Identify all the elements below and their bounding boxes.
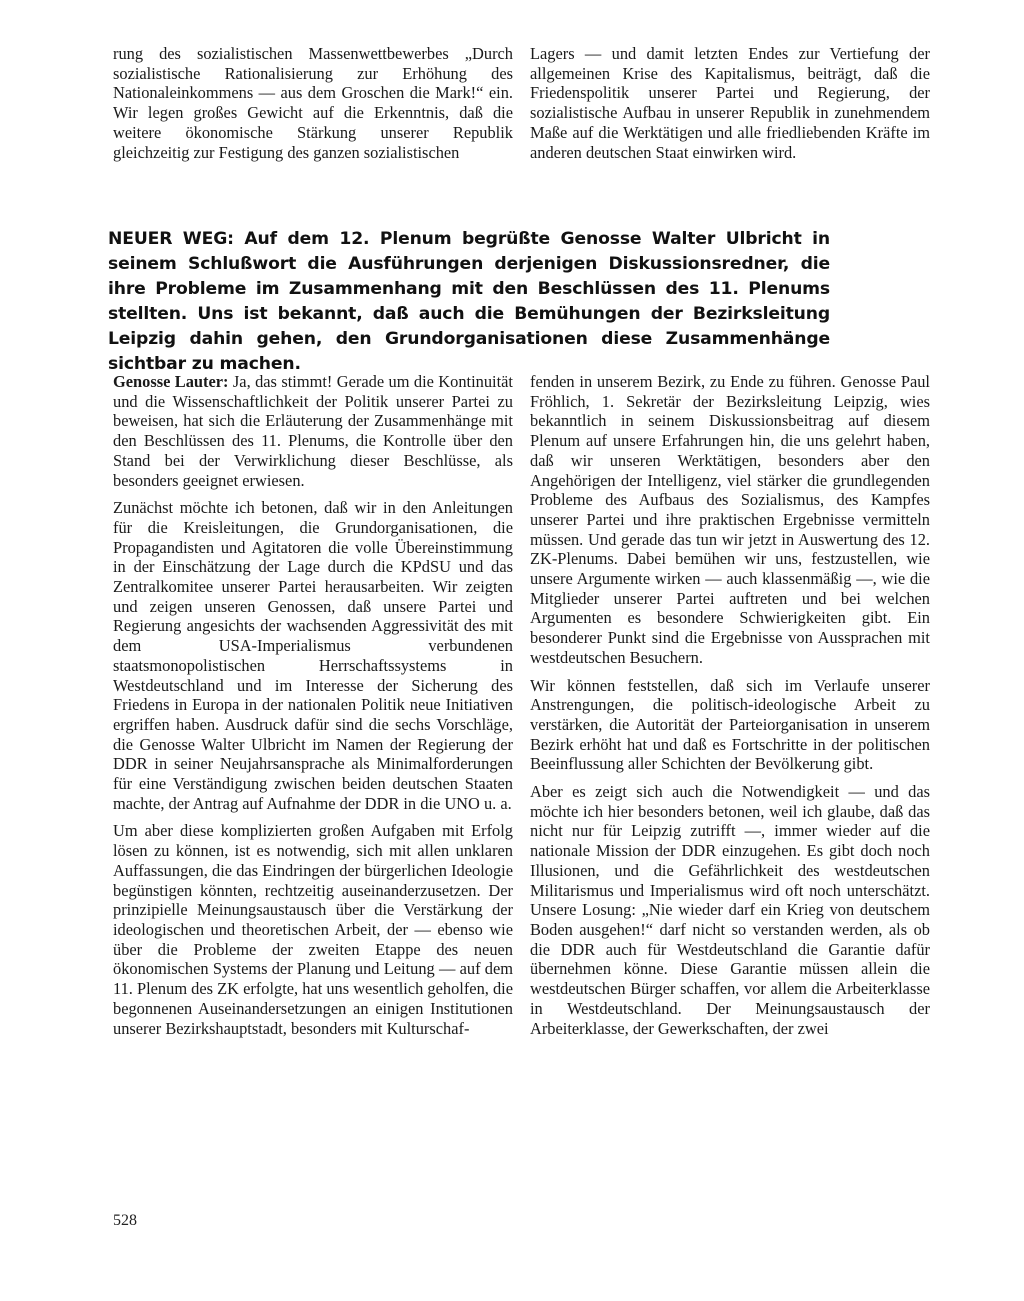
answer-paragraph-6: Aber es zeigt sich auch die Notwendigkeit — und das möchte ich hier besonders betonen, weil ich glaube, daß das nicht nur für Leipzig zutrifft —, immer wieder auf die nationale Mission der DDR einzugehen. Es gibt doch noch Illusionen, und die Gefährlichkeit des westdeutschen Militarismus und Imperialismus wird oft noch unterschätzt. Unsere Losung: „Nie wieder darf ein Krieg von deutschem Boden ausgehen!“ darf nicht so verstanden werden, als ob die DDR auch für Westdeutschland die Garantie dafür übernehmen könne. Diese Garantie müssen allein die westdeutschen Bürger schaffen, vor allem die Arbeiterklasse in Westdeutschland. Der Meinungsaustausch der Arbeiterklasse, der Gewerkschaften, der zwei <box>530 782 930 1038</box>
answer-paragraph-1 <box>113 372 513 490</box>
answer-paragraph-4: fenden in unserem Bezirk, zu Ende zu führen. Genosse Paul Fröhlich, 1. Sekretär der Bezirksleitung Leipzig, wies bekanntlich in seinem Diskussionsbeitrag auf diesem Plenum auf unsere Erfahrungen hin, die uns gelehrt haben, daß wir unseren Werktätigen, besonders aber den Angehörigen der Intelligenz, viel stärker die grundlegenden Probleme des Aufbaus des Sozialismus, des Kampfes unserer Partei und ihre praktischen Ergebnisse vermitteln müssen. Und gerade das tun wir jetzt in Auswertung des 12. ZK-Plenums. Dabei bemühen wir uns, festzustellen, wie unsere Argumente wirken — auch klassenmäßig —, wie die Mitglieder unserer Partei auftreten und bei welchen Argumenten es besondere Schwierigkeiten gibt. Ein besonderer Punkt sind die Ergebnisse von Aussprachen mit westdeutschen Besuchern. <box>530 372 930 667</box>
answer-paragraph-1-text: Ja, das stimmt! Gerade um die Kontinuität und die Wissenschaftlichkeit der Politik unserer Partei zu beweisen, hat sich die Erläuterung der Zusammenhänge mit den Beschlüssen des 11. Plenums, die Kontrolle über den Stand bei der Verwirklichung dieser Beschlüsse, als besonders geeignet erwiesen. <box>113 372 513 490</box>
answer-left-column <box>113 372 513 1038</box>
answer-paragraph-5: Wir können feststellen, daß sich im Verlaufe unserer Anstrengungen, die politisch-ideologische Arbeit zu verstärken, die Autorität der Parteiorganisation in unserem Bezirk erhöht hat und daß es Fortschritte in der politischen Beeinflussung aller Schichten der Bevölkerung gibt. <box>530 675 930 774</box>
answer-right-column <box>530 372 930 1038</box>
top-left-paragraph: rung des sozialistischen Massenwettbewerbes „Durch sozialistische Rationalisierung zur Erhöhung des Nationaleinkommens — aus dem Groschen die Mark!“ ein. Wir legen großes Gewicht auf die Erkenntnis, daß die weitere ökonomische Stärkung unserer Republik gleichzeitig zur Festigung des ganzen sozialistischen <box>113 44 513 162</box>
top-left-column <box>113 44 513 162</box>
answer-paragraph-3: Um aber diese komplizierten großen Aufgaben mit Erfolg lösen zu können, ist es notwendig, sich mit allen unklaren Auffassungen, die das Eindringen der bürgerlichen Ideologie begünstigen könnten, rechtzeitig auseinanderzusetzen. Der prinzipielle Meinungsaustausch über die Verstärkung der ideologischen und theoretischen Arbeit, der — ebenso wie über die Probleme der zweiten Etappe des neuen ökonomischen Systems der Planung und Leitung — auf dem 11. Plenum des ZK erfolgte, hat uns wesentlich geholfen, die begonnenen Auseinandersetzungen an einigen Institutionen unserer Bezirkshauptstadt, besonders mit Kulturschaf- <box>113 821 513 1038</box>
top-right-paragraph: Lagers — und damit letzten Endes zur Vertiefung der allgemeinen Krise des Kapitalismus, beiträgt, daß die Friedenspolitik unserer Partei und Regierung, der sozialistische Aufbau in unserer Republik in zunehmendem Maße auf die Werktätigen und alle friedliebenden Kräfte im anderen deutschen Staat einwirken wird. <box>530 44 930 162</box>
speaker-name: Genosse Lauter: <box>113 372 229 391</box>
answer-paragraph-2: Zunächst möchte ich betonen, daß wir in den Anleitungen für die Kreisleitungen, die Grundorganisationen, die Propagandisten und Agitatoren die volle Übereinstimmung in der Einschätzung der Lage durch die KPdSU und das Zentralkomitee unserer Partei herausarbeiten. Wir zeigten und zeigen unseren Genossen, daß unsere Partei und Regierung angesichts der wachsenden Aggressivität des mit dem USA-Imperialismus verbundenen staatsmonopolistischen Herrschaftssystems in Westdeutschland und im Interesse der Sicherung des Friedens in Europa in der nationalen Politik neue Initiativen ergriffen haben. Ausdruck dafür sind die sechs Vorschläge, die Genosse Walter Ulbricht im Namen der Regierung der DDR in seiner Neujahrsansprache als Minimalforderungen für eine Verständigung zwischen beiden deutschen Staaten machte, der Antrag auf Aufnahme der DDR in die UNO u. a. <box>113 498 513 813</box>
interview-question <box>108 227 830 377</box>
top-right-column <box>530 44 930 162</box>
question-text: Auf dem 12. Plenum begrüßte Genosse Walter Ulbricht in seinem Schlußwort die Ausführungen derjenigen Diskussionsredner, die ihre Probleme im Zusammenhang mit den Beschlüssen des 11. Plenums stellten. Uns ist bekannt, daß auch die Bemühungen der Bezirksleitung Leipzig dahin gehen, den Grundorganisationen diese Zusammenhänge sichtbar zu machen. <box>108 229 830 374</box>
page-number: 528 <box>113 1212 137 1229</box>
question-label: NEUER WEG: <box>108 229 234 249</box>
